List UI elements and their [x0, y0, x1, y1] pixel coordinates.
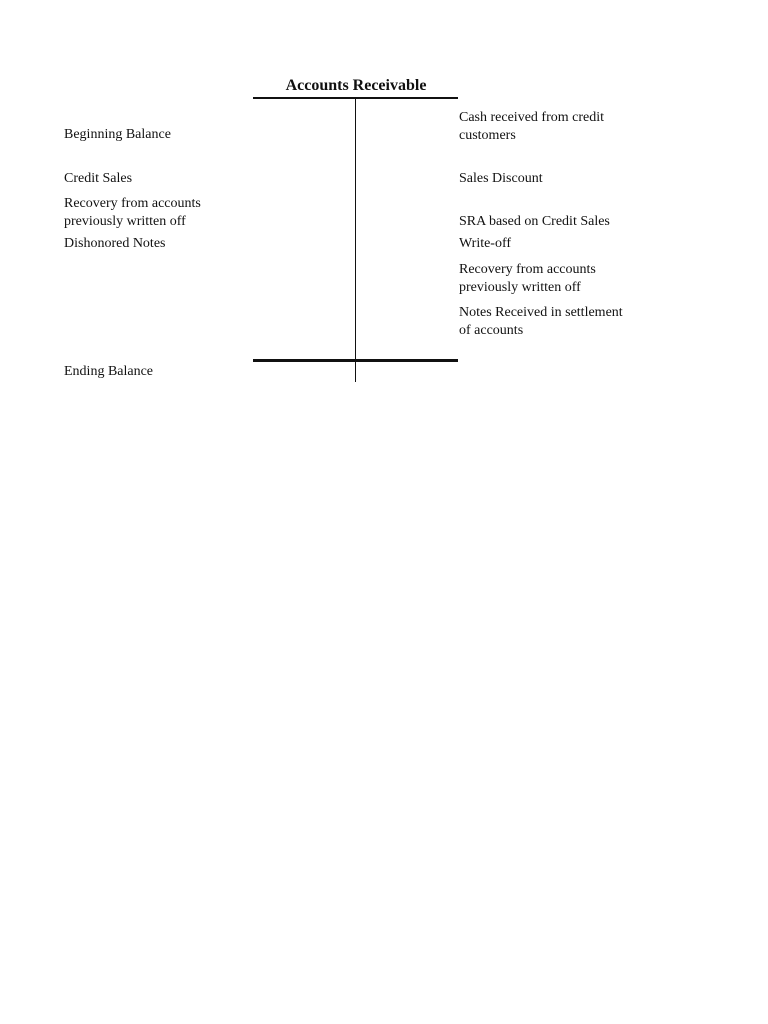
credit-entry-recovery: Recovery from accounts previously written off: [459, 262, 596, 295]
credit-entry-sra: SRA based on Credit Sales: [459, 214, 610, 229]
debit-entry-beginning-balance: Beginning Balance: [64, 127, 171, 142]
debit-entry-credit-sales: Credit Sales: [64, 171, 133, 186]
t-account-title: Accounts Receivable: [285, 77, 427, 94]
t-account-balance-rule: [253, 359, 458, 362]
credit-entry-sales-discount: Sales Discount: [459, 171, 543, 186]
ending-balance-label: Ending Balance: [64, 364, 154, 379]
debit-entry-dishonored-notes: Dishonored Notes: [64, 236, 166, 251]
debit-entry-recovery: Recovery from accounts previously written off: [64, 196, 201, 229]
t-account-vertical-rule: [355, 99, 356, 382]
credit-entry-notes-received: Notes Received in settlement of accounts: [459, 305, 623, 338]
credit-entry-cash-received: Cash received from credit customers: [459, 110, 604, 143]
credit-entry-write-off: Write-off: [459, 236, 512, 251]
